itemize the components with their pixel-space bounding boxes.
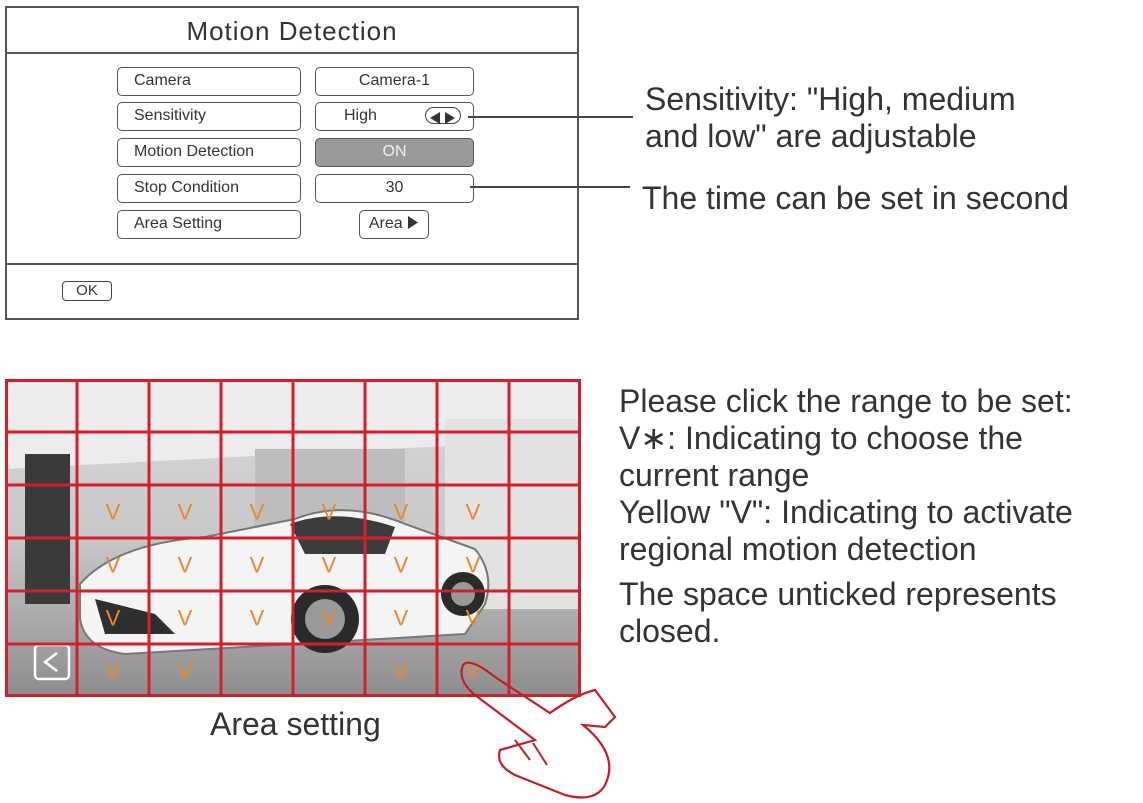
help-line: Please click the range to be set: xyxy=(619,383,1073,419)
grid-cell-mark[interactable]: V xyxy=(321,605,337,631)
motion-detection-panel xyxy=(5,6,579,320)
grid-cell-mark[interactable]: V xyxy=(465,552,481,578)
time-leader-line xyxy=(470,186,630,188)
grid-cell-mark[interactable]: V xyxy=(393,499,409,525)
grid-cell-mark[interactable]: V xyxy=(177,605,193,631)
ok-button[interactable]: OK xyxy=(62,281,112,301)
play-arrow-icon xyxy=(407,215,419,232)
camera-select[interactable]: Camera-1 xyxy=(315,67,474,96)
time-note: The time can be set in second xyxy=(642,180,1069,216)
sensitivity-note-line1: Sensitivity: "High, medium xyxy=(645,81,1016,117)
sensitivity-value: High xyxy=(344,107,377,124)
grid-cell-mark[interactable]: V xyxy=(321,499,337,525)
sensitivity-note-line2: and low" are adjustable xyxy=(645,118,977,154)
grid-cell-mark[interactable]: V xyxy=(105,499,121,525)
help-line: V∗: Indicating to choose the xyxy=(619,420,1023,456)
area-grid-canvas[interactable] xyxy=(5,379,581,697)
stop-condition-label: Stop Condition xyxy=(117,174,301,203)
panel-title: Motion Detection xyxy=(7,8,577,54)
grid-cell-mark[interactable]: V xyxy=(393,552,409,578)
grid-cell-mark[interactable]: V xyxy=(465,499,481,525)
grid-cell-mark[interactable]: V xyxy=(393,605,409,631)
area-setting-caption: Area setting xyxy=(210,706,381,742)
grid-cell-mark[interactable]: V xyxy=(249,605,265,631)
motion-detection-toggle[interactable]: ON xyxy=(315,138,474,167)
grid-cell-mark[interactable]: V xyxy=(249,552,265,578)
grid-cell-mark[interactable]: V xyxy=(105,552,121,578)
sensitivity-leader-line xyxy=(468,116,633,118)
sensitivity-note xyxy=(645,81,1115,155)
grid-cell-mark[interactable]: V xyxy=(105,658,121,684)
help-line: current range xyxy=(619,457,810,493)
help-line: The space unticked represents xyxy=(619,576,1057,612)
sensitivity-label: Sensitivity xyxy=(117,102,301,131)
grid-cell-mark[interactable]: V xyxy=(249,499,265,525)
help-line: regional motion detection xyxy=(619,531,977,567)
pointing-hand-icon xyxy=(455,655,630,803)
motion-detection-label: Motion Detection xyxy=(117,138,301,167)
building-doorway xyxy=(25,454,70,604)
area-button[interactable] xyxy=(359,210,429,239)
area-setting-label: Area Setting xyxy=(117,210,301,239)
help-line: closed. xyxy=(619,613,721,649)
area-help-note xyxy=(619,383,1143,650)
grid-cell-mark[interactable]: V xyxy=(393,658,409,684)
area-button-label: Area xyxy=(368,215,403,232)
panel-footer xyxy=(7,263,577,318)
left-right-arrows-icon[interactable] xyxy=(425,107,461,124)
grid-cell-mark[interactable]: V xyxy=(177,499,193,525)
grid-cell-mark[interactable]: V xyxy=(177,552,193,578)
grid-cell-mark[interactable]: V xyxy=(177,658,193,684)
grid-cell-mark[interactable]: V xyxy=(321,552,337,578)
grid-cell-mark[interactable]: V xyxy=(105,605,121,631)
sensitivity-select[interactable] xyxy=(315,102,474,131)
grid-cell-mark[interactable]: V xyxy=(465,658,481,684)
camera-label: Camera xyxy=(117,67,301,96)
stop-condition-input[interactable]: 30 xyxy=(315,174,474,203)
grid-cell-mark[interactable]: V xyxy=(465,605,481,631)
area-grid-view[interactable] xyxy=(5,379,581,697)
help-line: Yellow "V": Indicating to activate xyxy=(619,494,1073,530)
